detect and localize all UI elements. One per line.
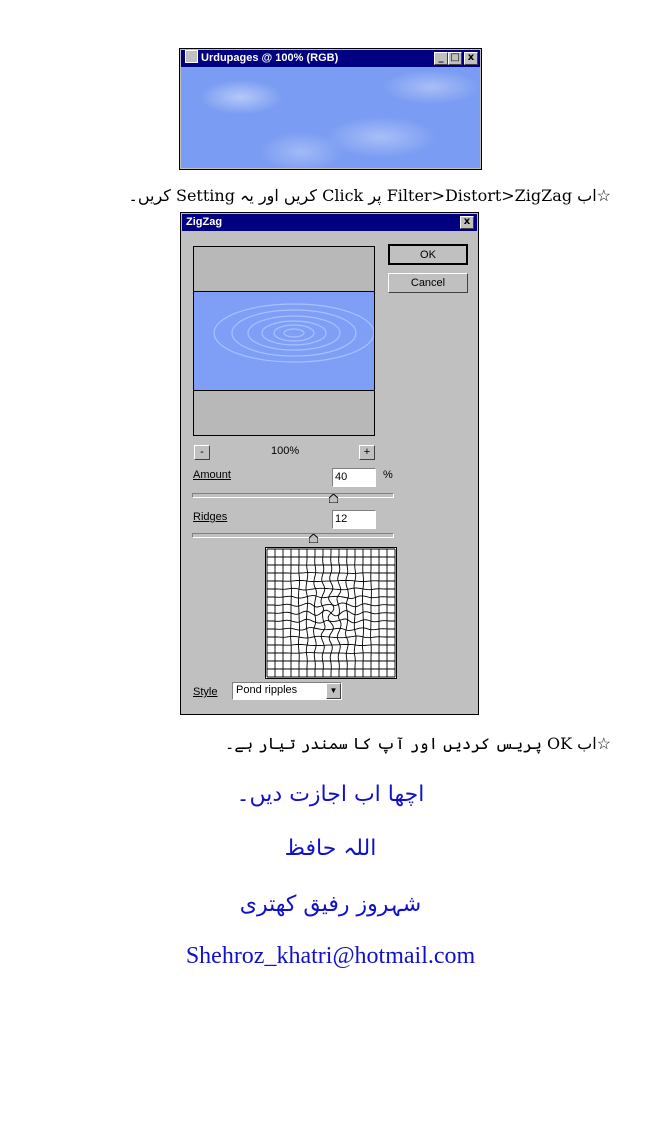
sky-preview-image [181,67,480,168]
closing-allah-hafiz: اللہ حافظ [284,836,377,861]
style-select-value: Pond ripples [236,684,298,696]
grid-line-horizontal [267,596,395,599]
distortion-grid-preview [265,547,397,679]
amount-slider[interactable] [192,493,394,498]
grid-line-horizontal [267,628,395,631]
ok-button[interactable]: OK [388,244,468,265]
ridges-slider-thumb[interactable] [309,534,318,543]
grid-line-vertical [346,549,349,677]
zoom-out-button[interactable]: - [194,445,210,460]
grid-line-vertical [328,549,334,677]
ridges-input[interactable]: 12 [332,510,376,529]
grid-line-vertical [362,549,363,677]
author-email[interactable]: Shehroz_khatri@hotmail.com [185,943,476,969]
grid-line-horizontal [267,653,395,654]
grid-lines [267,549,395,677]
grid-line-horizontal [267,636,395,638]
chevron-down-icon[interactable]: ▼ [326,683,341,699]
ripple-preview-image [194,291,374,391]
filter-preview [193,246,375,436]
grid-line-horizontal [267,588,395,590]
style-select[interactable] [232,682,342,700]
dialog-close-button[interactable]: x [460,216,474,229]
grid-line-vertical [298,549,299,677]
grid-line-vertical [354,549,356,677]
zigzag-titlebar[interactable] [182,214,477,231]
image-window-title: Urdupages @ 100% (RGB) [201,52,339,64]
zoom-in-button[interactable]: + [359,445,375,460]
closing-farewell: اچھا اب اجازت دیں۔ [236,782,425,807]
style-label: Style [193,686,218,698]
maximize-button[interactable]: □ [448,52,462,65]
instruction-zigzag: ☆اب Filter>Distort>ZigZag پر Click کریں اور یہ Setting کریں۔ [128,186,611,205]
app-icon [185,50,198,63]
instruction-press-ok: ☆اب OK پریس کردیں اور آپ کا سمندر تیار ہے۔ [225,734,611,753]
amount-input[interactable]: 40 [332,468,376,487]
amount-label: Amount [193,469,231,481]
grid-line-vertical [306,549,308,677]
image-window-titlebar[interactable] [181,50,480,67]
grid-line-horizontal [267,644,395,645]
grid-line-vertical [314,549,317,677]
grid-line-horizontal [267,580,395,581]
zigzag-dialog [180,212,479,715]
ridges-slider[interactable] [192,533,394,538]
minimize-button[interactable]: _ [434,52,448,65]
ridges-label: Ridges [193,511,228,523]
grid-line-vertical [371,549,372,677]
close-button[interactable]: x [464,52,478,65]
amount-unit: % [383,469,393,481]
cancel-button[interactable]: Cancel [388,273,468,293]
author-name: شہروز رفیق کھتری [239,892,422,917]
zoom-level: 100% [271,445,300,457]
amount-slider-thumb[interactable] [329,494,338,503]
zigzag-title: ZigZag [186,216,223,228]
